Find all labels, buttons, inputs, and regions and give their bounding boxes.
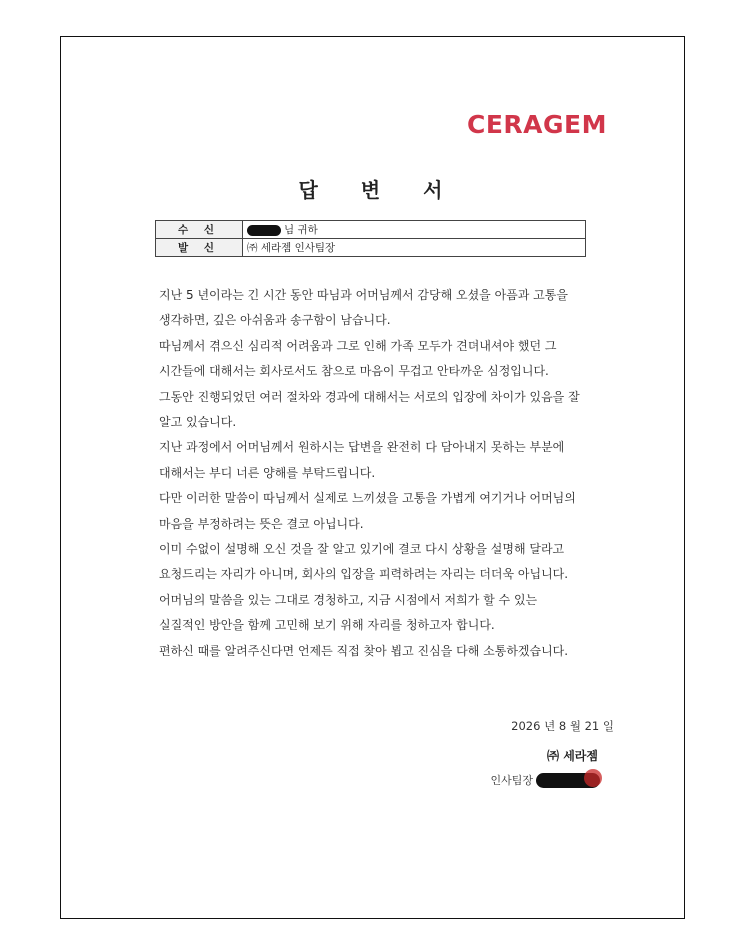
body-line: 다만 이러한 말씀이 따님께서 실제로 느끼셨을 고통을 가볍게 여기거나 어머님의 xyxy=(159,491,576,506)
body-line: 실질적인 방안을 함께 고민해 보기 위해 자리를 청하고자 합니다. xyxy=(159,618,495,633)
body-line: 시간들에 대해서는 회사로서도 참으로 마음이 무겁고 안타까운 심정입니다. xyxy=(159,364,549,379)
body-line: 알고 있습니다. xyxy=(159,415,237,430)
sender-row xyxy=(156,239,586,257)
recipient-label: 수 신 xyxy=(156,221,243,239)
body-line: 따님께서 겪으신 심리적 어려움과 그로 인해 가족 모두가 견뎌내셔야 했던 그 xyxy=(159,338,557,353)
recipient-row xyxy=(156,221,586,239)
body-line: 생각하면, 깊은 아쉬움과 송구함이 남습니다. xyxy=(159,313,391,328)
body-line: 지난 5 년이라는 긴 시간 동안 따님과 어머님께서 감당해 오셨을 아픔과 고통을 xyxy=(159,288,568,302)
body-line: 그동안 진행되었던 여러 절차와 경과에 대해서는 서로의 입장에 차이가 있음을 잘 xyxy=(159,389,580,404)
redacted-signature xyxy=(536,773,600,788)
body-line: 지난 과정에서 어머님께서 원하시는 답변을 완전히 다 담아내지 못하는 부분에 xyxy=(159,440,565,455)
seal-stamp xyxy=(584,769,602,787)
body-line: 이미 수없이 설명해 오신 것을 잘 알고 있기에 결코 다시 상황을 설명해 달라고 xyxy=(159,542,565,557)
redacted-name xyxy=(247,225,281,236)
body-line: 편하신 때를 알려주신다면 언제든 직접 찾아 뵙고 진심을 다해 소통하겠습니다. xyxy=(159,643,569,658)
recipient-value: 님 귀하 xyxy=(284,224,318,236)
body-line: 어머님의 말씀을 있는 그대로 경청하고, 지금 시점에서 저희가 할 수 있는 xyxy=(159,592,538,607)
body-line: 요청드리는 자리가 아니며, 회사의 입장을 피력하려는 자리는 더더욱 아닙니다. xyxy=(159,567,569,582)
sender-value: ㈜ 세라젬 인사팀장 xyxy=(243,239,586,257)
company-name: ㈜ 세라젬 xyxy=(547,749,598,763)
body-line: 마음을 부정하려는 뜻은 결코 아닙니다. xyxy=(159,516,364,531)
letter-date: 2026 년 8 월 21 일 xyxy=(511,719,614,733)
letter-body xyxy=(159,283,619,664)
document-page xyxy=(60,36,685,919)
header-table xyxy=(155,220,586,257)
ceragem-logo: CERAGEM xyxy=(467,110,607,139)
document-title: 답 변 서 xyxy=(298,178,461,202)
recipient-cell xyxy=(243,221,586,239)
signature-block xyxy=(490,772,600,788)
body-line: 대해서는 부디 너른 양해를 부탁드립니다. xyxy=(159,465,376,480)
signer-title: 인사팀장 xyxy=(490,774,533,787)
sender-label: 발 신 xyxy=(156,239,243,257)
